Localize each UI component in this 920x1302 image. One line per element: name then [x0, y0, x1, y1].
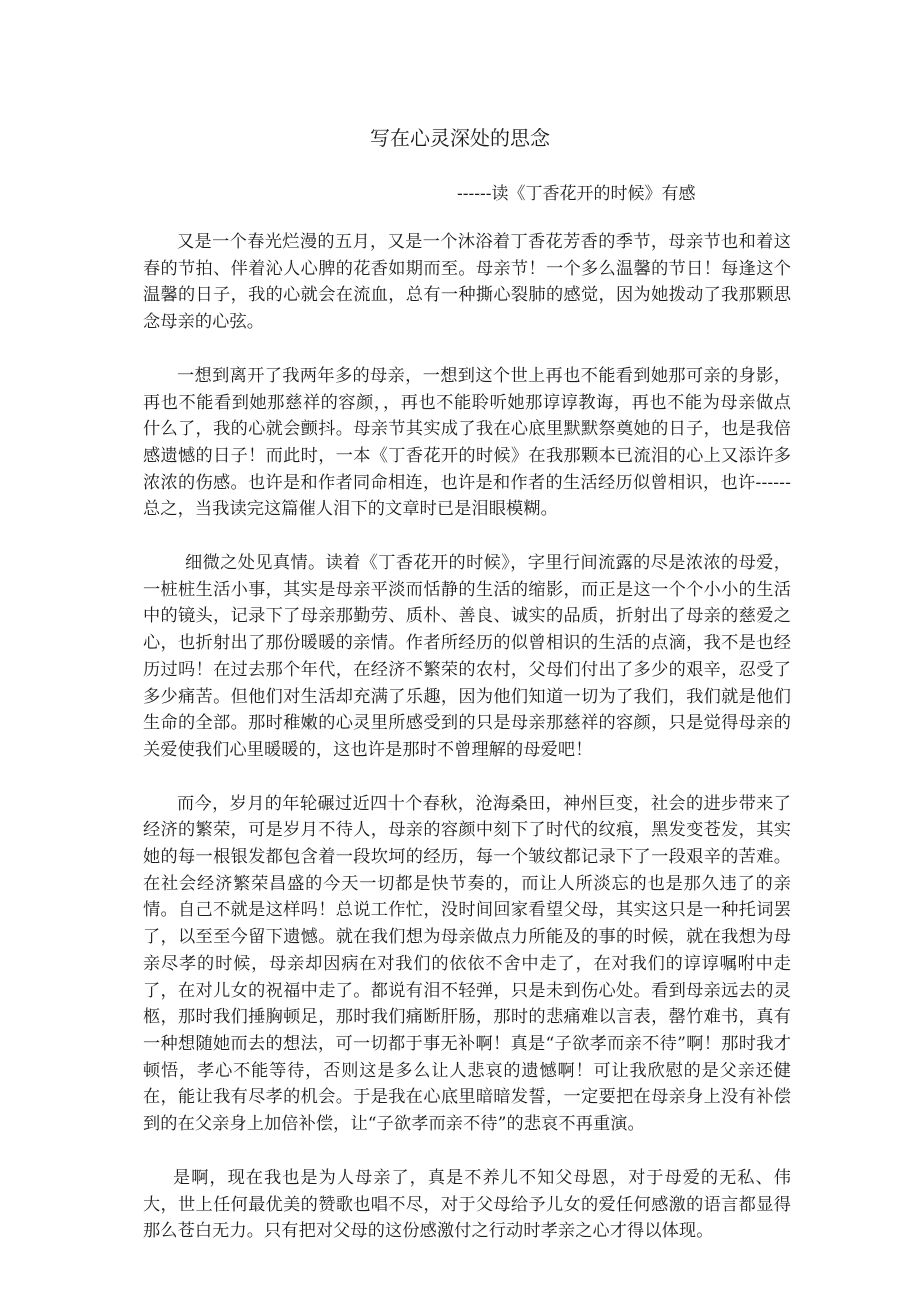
document-title: 写在心灵深处的思念: [370, 126, 550, 150]
paragraph-3: 细微之处见真情。读着《丁香花开的时候》，字里行间流露的尽是浓浓的母爱，一桩桩生活小事，其实是母亲平淡而恬静的生活的缩影，而正是这一个个小小的生活中的镜头，记录下了母亲那勤劳、质朴、善良、诚实的品质，折射出了母亲的慈爱之心，也折射出了那份暖暖的亲情。作者所经历的似曾相识的生活的点滴，我不是也经历过吗！在过去那个年代，在经济不繁荣的农村，父母们付出了多少的艰辛，忍受了多少痛苦。但他们对生活却充满了乐趣，因为他们知道一切为了我们，我们就是他们生命的全部。那时稚嫩的心灵里所感受到的只是母亲那慈祥的容颜，只是觉得母亲的关爱使我们心里暖暖的，这也许是那时不曾理解的母爱吧！: [143, 553, 791, 760]
paragraph-5: 是啊，现在我也是为人母亲了，真是不养儿不知父母恩，对于母爱的无私、伟大，世上任何最优美的赞歌也唱不尽，对于父母给予儿女的爱任何感激的语言都显得那么苍白无力。只有把对父母的这份感激付之行动时孝亲之心才得以体现。: [143, 1167, 791, 1242]
document-subtitle: ------读《丁香花开的时候》有感: [457, 184, 696, 204]
paragraph-2: 一想到离开了我两年多的母亲，一想到这个世上再也不能看到她那可亲的身影，再也不能看到她那慈祥的容颜，，再也不能聆听她那谆谆教诲，再也不能为母亲做点什么了，我的心就会颤抖。母亲节其实成了我在心底里默默祭奠她的日子，也是我倍感遗憾的日子！而此时，一本《丁香花开的时候》在我那颗本已流泪的心上又添许多浓浓的伤感。也许是和作者同命相连，也许是和作者的生活经历似曾相识，也许------总之，当我读完这篇催人泪下的文章时已是泪眼模糊。: [143, 365, 791, 520]
paragraph-1: 又是一个春光烂漫的五月，又是一个沐浴着丁香花芳香的季节，母亲节也和着这春的节拍、伴着沁人心脾的花香如期而至。母亲节！一个多么温馨的节日！每逢这个温馨的日子，我的心就会在流血，总有一种撕心裂肺的感觉，因为她拨动了我那颗思念母亲的心弦。: [143, 232, 791, 333]
document-body: [143, 229, 791, 1272]
paragraph-4: 而今，岁月的年轮碾过近四十个春秋，沧海桑田，神州巨变，社会的进步带来了经济的繁荣，可是岁月不待人，母亲的容颜中刻下了时代的纹痕，黑发变苍发，其实她的每一根银发都包含着一段坎坷的经历，每一个皱纹都记录下了一段艰辛的苦难。在社会经济繁荣昌盛的今天一切都是快节奏的，而让人所淡忘的也是那久违了的亲情。自己不就是这样吗！总说工作忙，没时间回家看望父母，其实这只是一种托词罢了，以至至今留下遗憾。就在我们想为母亲做点力所能及的事的时候，就在我想为母亲尽孝的时候，母亲却因病在对我们的依依不舍中走了，在对我们的谆谆嘱咐中走了，在对儿女的祝福中走了。都说有泪不轻弹，只是未到伤心处。看到母亲远去的灵柩，那时我们捶胸顿足，那时我们痛断肝肠，那时的悲痛难以言表，罄竹难书，真有一种想随她而去的想法，可一切都于事无补啊！真是“子欲孝而亲不待”啊！那时我才顿悟，孝心不能等待，否则这是多么让人悲哀的遗憾啊！可让我欣慰的是父亲还健在，能让我有尽孝的机会。于是我在心底里暗暗发誓，一定要把在母亲身上没有补偿到的在父亲身上加倍补偿，让“子欲孝而亲不待”的悲哀不再重演。: [143, 793, 791, 1135]
